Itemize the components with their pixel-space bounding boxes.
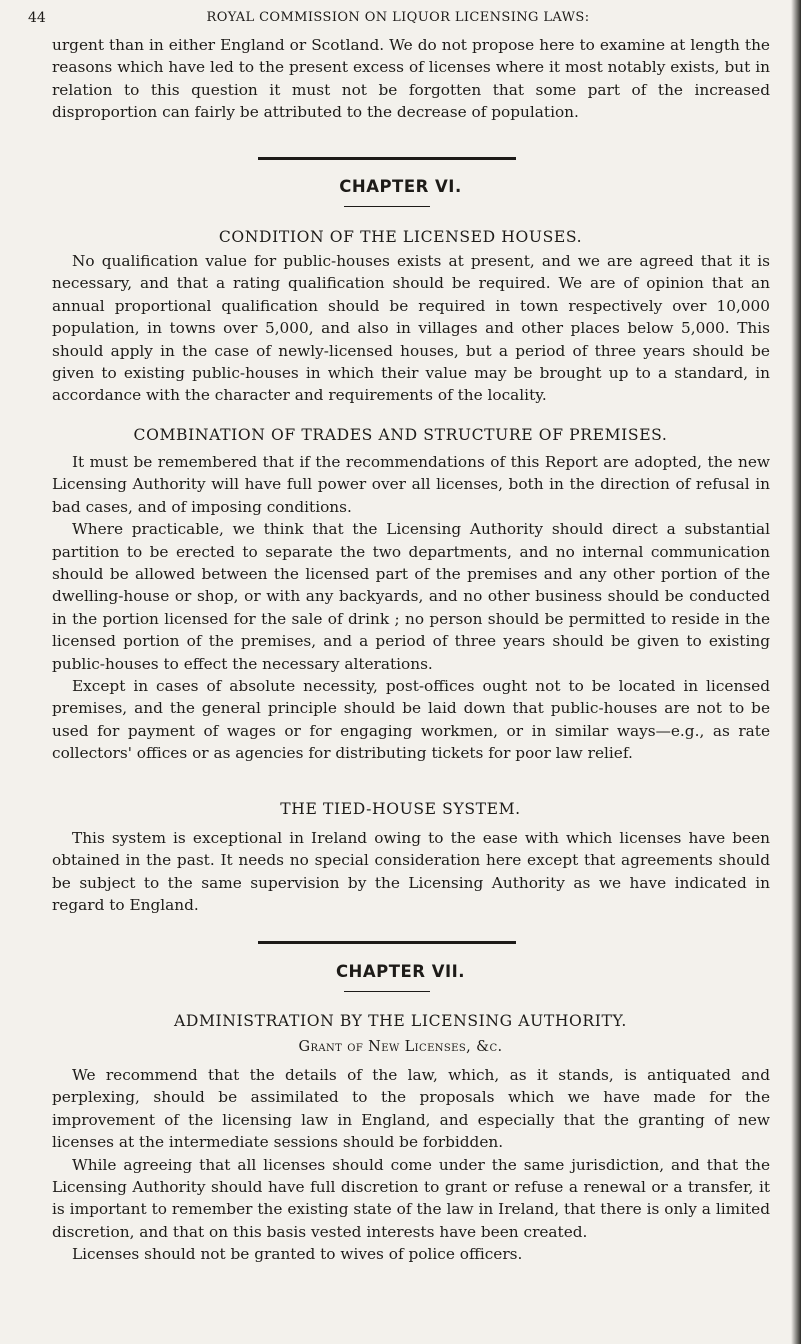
section-heading: COMBINATION OF TRADES AND STRUCTURE OF PREMISES.: [133, 426, 668, 444]
chapter-heading: ADMINISTRATION BY THE LICENSING AUTHORITY.: [174, 1012, 627, 1030]
section-body: [52, 827, 770, 917]
paragraph: Except in cases of absolute necessity, post-offices ought not to be located in licensed premises, and the general principle should be laid down that public-houses are not to be used for payment of wages or for engaging workmen, or in similar ways—e.g., as rate collectors' offices or as agencies for distributing tickets for poor law relief.: [52, 677, 770, 763]
ornament-rule: [344, 991, 430, 992]
section-body: [52, 250, 770, 407]
ornament-rule: [344, 206, 430, 207]
chapter-title: CHAPTER VII.: [335, 962, 466, 981]
page-number: 44: [28, 10, 46, 26]
section-body: [52, 1064, 770, 1266]
chapter-divider: [258, 941, 516, 944]
page-header: [28, 10, 768, 30]
paragraph: No qualification value for public-houses exists at present, and we are agreed that it is necessary, and that a rating qualification should be required. We are of opinion that an annual proportional qualification should be required in town respectively over 10,000 population, in towns over 5,000, and also in villages and other places below 5,000. This should apply in the case of newly-licensed houses, but a period of three years should be given to existing public-houses in which their value may be brought up to a standard, in accordance with the character and requirements of the locality.: [52, 252, 770, 405]
chapter-subheading: Grant of New Licenses, &c.: [298, 1039, 503, 1055]
section-heading: THE TIED-HOUSE SYSTEM.: [280, 800, 521, 818]
paragraph: While agreeing that all licenses should come under the same jurisdiction, and that the Licensing Authority should have full discretion to grant or refuse a renewal or a transfer, it is important to remember the existing state of the law in Ireland, that there is only a limited discretion, and that on this basis vested interests have been created.: [52, 1155, 770, 1241]
paragraph: This system is exceptional in Ireland owing to the ease with which licenses have been obtained in the past. It needs no special consideration here except that agreements should be subject to the same supervision by the Licensing Authority as we have indicated in regard to England.: [52, 829, 770, 915]
section-heading: CONDITION OF THE LICENSED HOUSES.: [218, 228, 583, 246]
running-title: ROYAL COMMISSION ON LIQUOR LICENSING LAWS:: [206, 10, 590, 25]
paragraph: Licenses should not be granted to wives of police officers.: [72, 1245, 523, 1264]
chapter-divider: [258, 157, 516, 160]
paragraph: We recommend that the details of the law, which, as it stands, is antiquated and perplexing, should be assimilated to the proposals which we have made for the improvement of the licensing law in England, and especially that the granting of new licenses at the intermediate sessions should be forbidden.: [52, 1066, 770, 1152]
paragraph: It must be remembered that if the recommendations of this Report are adopted, the new Licensing Authority will have full power over all licenses, both in the direction of refusal in bad cases, and of imposing conditions.: [52, 453, 770, 516]
intro-paragraph: urgent than in either England or Scotland. We do not propose here to examine at length the reasons which have led to the present excess of licenses where it most notably exists, but in relation to this question it must not be forgotten that some part of the increased disproportion can fairly be attributed to the decrease of population.: [52, 36, 770, 122]
chapter-title: CHAPTER VI.: [339, 177, 462, 196]
paragraph: Where practicable, we think that the Licensing Authority should direct a substantial partition to be erected to separate the two departments, and no internal communication should be allowed between the licensed part of the premises and any other portion of the dwelling-house or shop, or with any backyards, and no other business should be conducted in the portion licensed for the sale of drink ; no person should be permitted to reside in the licensed portion of the premises, and a period of three years should be given to existing public-houses to effect the necessary alterations.: [52, 520, 770, 673]
section-body: [52, 451, 770, 765]
page-edge-shadow: [791, 0, 801, 1344]
intro-text: [52, 34, 770, 124]
